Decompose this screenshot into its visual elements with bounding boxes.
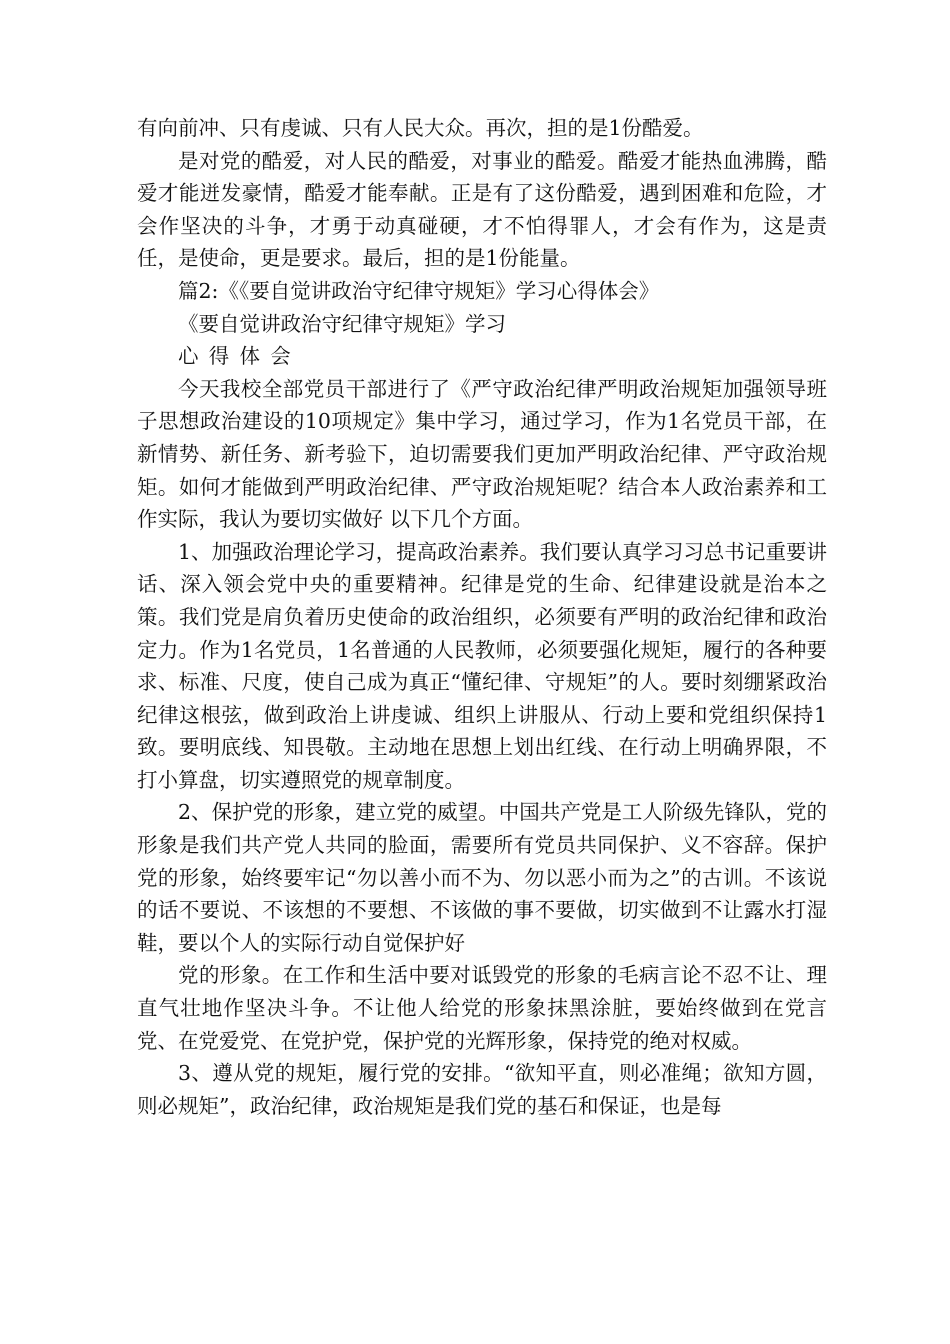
section-title: 篇2:《《要自觉讲政治守纪律守规矩》学习心得体会》 [178, 278, 660, 303]
document-title: 《要自觉讲政治守纪律守规矩》学习 [178, 311, 506, 336]
paragraph-point-1: 1、加强政治理论学习，提高政治素养。我们要认真学习习总书记重要讲话、深入领会党中央的重要精神。纪律是党的生命、纪律建设就是治本之策。我们党是肩负着历史使命的政治组织，必须要有严明的政治纪律和政治定力。作为1名党员，1名普通的人民教师，必须要强化规矩，履行的各种要求、标准、尺度，使自己成为真正“懂纪律、守规矩”的人。要时刻绷紧政治纪律这根弦，做到政治上讲虔诚、组织上讲服从、行动上要和党组织保持1致。要明底线、知畏敬。主动地在思想上划出红线、在行动上明确界限，不打小算盘，切实遵照党的规章制度。 [137, 539, 827, 792]
paragraph-continuation: 有向前冲、只有虔诚、只有人民大众。再次，担的是1份酷爱。 [137, 116, 704, 140]
paragraph-point-2-continued: 党的形象。在工作和生活中要对诋毁党的形象的毛病言论不忍不让、理直气壮地作坚决斗争。不让他人给党的形象抹黑涂脏，要始终做到在党言党、在党爱党、在党护党，保护党的光辉形象，保持党的绝对权威。 [137, 963, 827, 1053]
document-subtitle: 心得体会 [178, 344, 301, 369]
paragraph-point-2: 2、保护党的形象，建立党的威望。中国共产党是工人阶级先锋队，党的形象是我们共产党人共同的脸面，需要所有党员共同保护、义不容辞。保护党的形象，始终要牢记“勿以善小而不为、勿以恶小而为之”的古训。不该说的话不要说、不该想的不要想、不该做的事不要做，切实做到不让露水打湿鞋，要以个人的实际行动自觉保护好 [137, 800, 827, 955]
document-body [137, 112, 827, 1122]
paragraph-intro: 今天我校全部党员干部进行了《严守政治纪律严明政治规矩加强领导班子思想政治建设的10项规定》集中学习，通过学习，作为1名党员干部，在新情势、新任务、新考验下，迫切需要我们更加严明政治纪律、严守政治规矩。如何才能做到严明政治纪律、严守政治规矩呢？结合本人政治素养和工作实际，我认为要切实做好 以下几个方面。 [137, 376, 827, 532]
paragraph-point-3: 3、遵从党的规矩，履行党的安排。“欲知平直，则必准绳；欲知方圆，则必规矩”，政治纪律，政治规矩是我们党的基石和保证，也是每 [137, 1061, 827, 1118]
paragraph-devotion: 是对党的酷爱，对人民的酷爱，对事业的酷爱。酷爱才能热血沸腾，酷爱才能迸发豪情，酷爱才能奉献。正是有了这份酷爱，遇到困难和危险，才会作坚决的斗争，才勇于动真碰硬，才不怕得罪人，才会有作为，这是责任，是使命，更是要求。最后，担的是1份能量。 [137, 148, 827, 271]
